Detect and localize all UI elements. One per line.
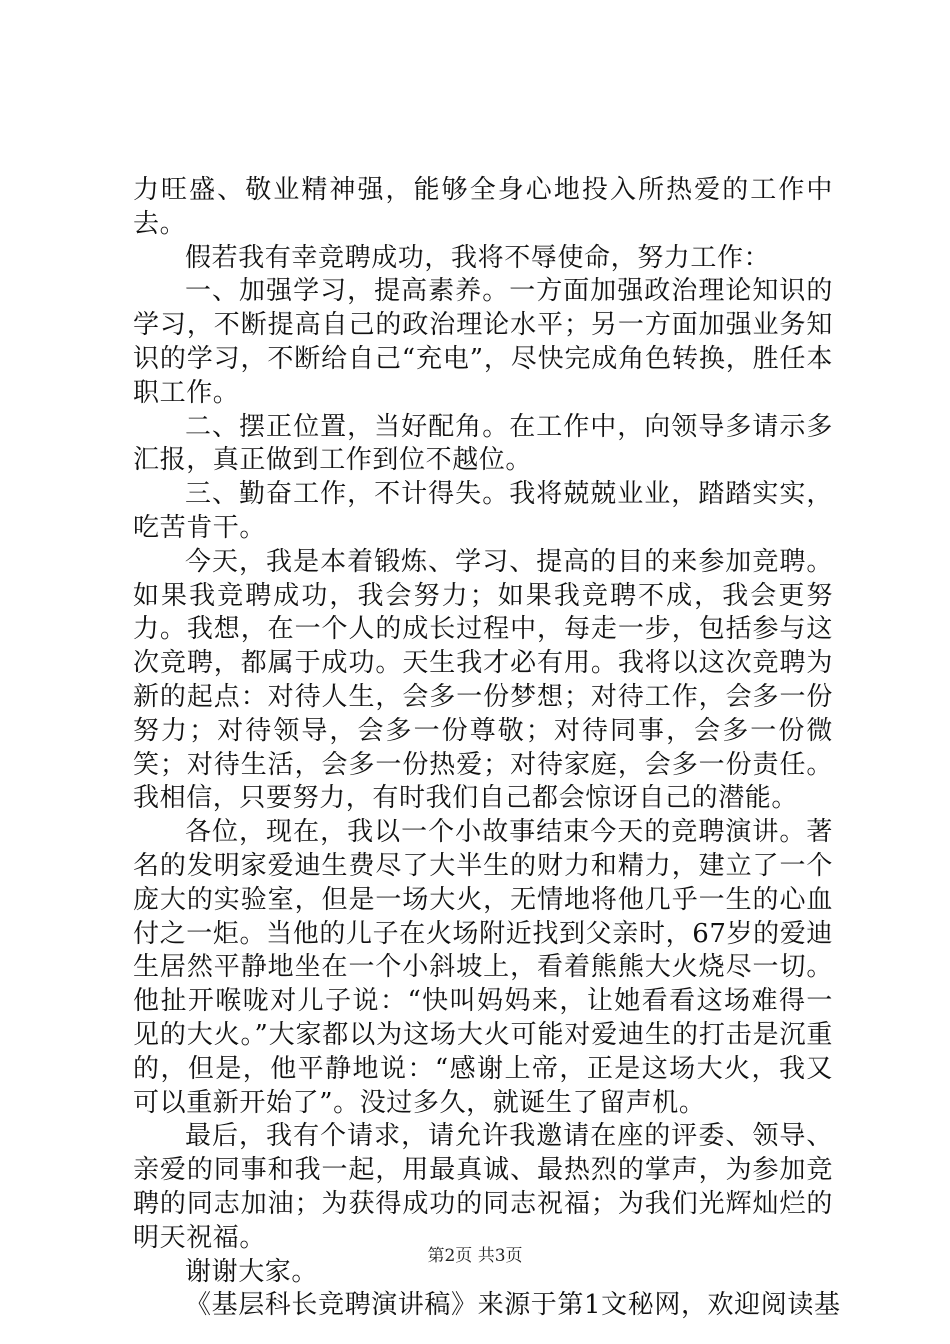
paragraph-7: 各位，现在，我以一个小故事结束今天的竞聘演讲。著名的发明家爱迪生费尽了大半生的财力和精力，建立了一个庞大的实验室，但是一场大火，无情地将他几乎一生的心血付之一炬。当他的儿子在火场附近找到父亲时，67岁的爱迪生居然平静地坐在一个小斜坡上，看着熊熊大火烧尽一切。他扯开喉咙对儿子说：“快叫妈妈来，让她看看这场难得一见的大火。”大家都以为这场大火可能对爱迪生的打击是沉重的，但是，他平静地说：“感谢上帝，正是这场大火，我又可以重新开始了”。没过多久，就诞生了留声机。 bbox=[133, 817, 833, 1118]
paragraph-2: 假若我有幸竞聘成功，我将不辱使命，努力工作： bbox=[185, 242, 771, 273]
paragraph-6: 今天，我是本着锻炼、学习、提高的目的来参加竞聘。如果我竞聘成功，我会努力；如果我竞聘不成，我会更努力。我想，在一个人的成长过程中，每走一步，包括参与这次竞聘，都属于成功。天生我才必有用。我将以这次竞聘为新的起点：对待人生，会多一份梦想；对待工作，会多一份努力；对待领导，会多一份尊敬；对待同事，会多一份微笑；对待生活，会多一份热爱；对待家庭，会多一份责任。我相信，只要努力，有时我们自己都会惊讶自己的潜能。 bbox=[133, 546, 833, 814]
paragraph-8: 最后，我有个请求，请允许我邀请在座的评委、领导、亲爱的同事和我一起，用最真诚、最热烈的掌声，为参加竞聘的同志加油；为获得成功的同志祝福；为我们光辉灿烂的明天祝福。 bbox=[133, 1121, 833, 1253]
paragraph-10: 《基层科长竞聘演讲稿》来源于第1文秘网，欢迎阅读基 bbox=[185, 1290, 841, 1321]
paragraph-4: 二、摆正位置，当好配角。在工作中，向领导多请示多汇报，真正做到工作到位不越位。 bbox=[133, 411, 833, 476]
page-footer: 第2页 共3页 bbox=[427, 1246, 523, 1266]
paragraph-1: 力旺盛、敬业精神强，能够全身心地投入所热爱的工作中去。 bbox=[133, 175, 833, 239]
paragraph-9: 谢谢大家。 bbox=[185, 1256, 319, 1287]
document-body bbox=[133, 174, 841, 1323]
paragraph-3: 一、加强学习，提高素养。一方面加强政治理论知识的学习，不断提高自己的政治理论水平；另一方面加强业务知识的学习，不断给自己“充电”，尽快完成角色转换，胜任本职工作。 bbox=[133, 276, 833, 408]
paragraph-5: 三、勤奋工作，不计得失。我将兢兢业业，踏踏实实，吃苦肯干。 bbox=[133, 479, 833, 543]
